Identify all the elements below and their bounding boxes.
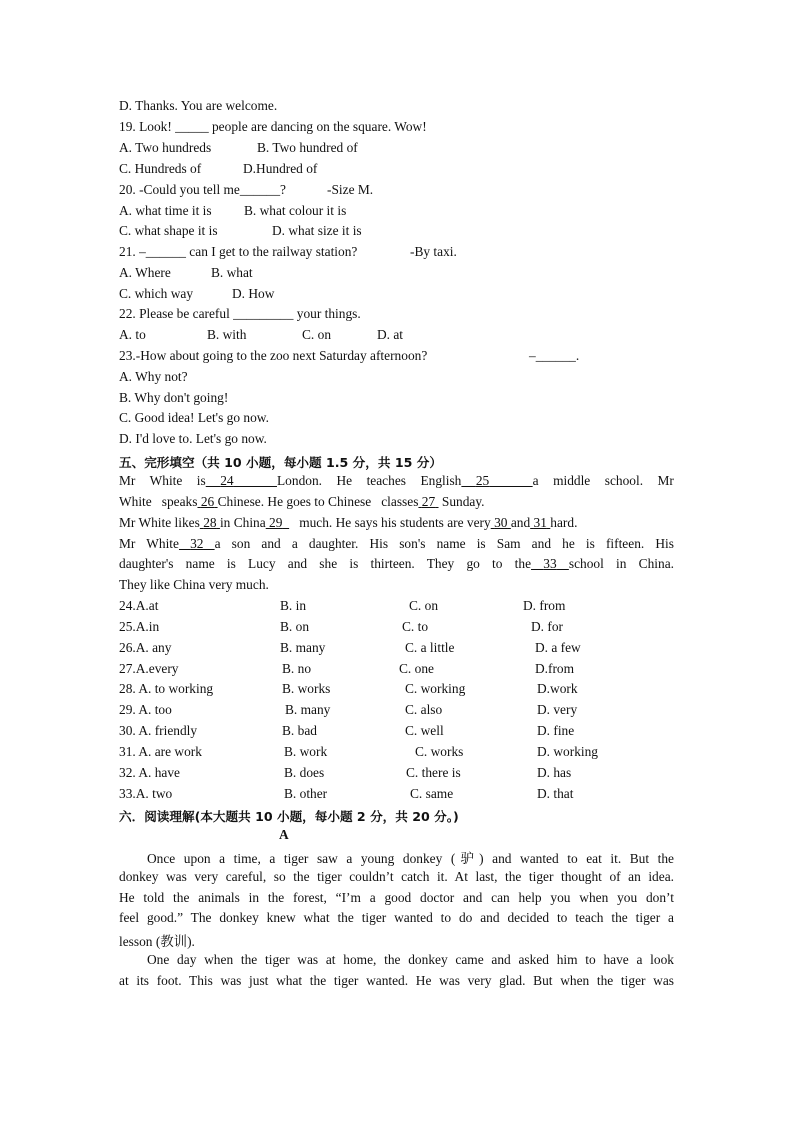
q33-option-c: C. same bbox=[410, 786, 454, 801]
q28-option-c: C. working bbox=[405, 681, 466, 696]
q19-stem: 19. Look! _____ people are dancing on the square. Wow! bbox=[119, 119, 427, 134]
q29-option-b: B. many bbox=[285, 702, 331, 717]
q30-option-c: C. well bbox=[405, 723, 444, 738]
q21-option-a: A. Where bbox=[119, 265, 171, 280]
q29-option-c: C. also bbox=[405, 702, 443, 717]
q19-option-d: D.Hundred of bbox=[243, 161, 318, 176]
blank-26: 26 bbox=[200, 494, 215, 509]
q20-option-b: B. what colour it is bbox=[244, 203, 347, 218]
passage-line-4: feel good.” The donkey knew what the tiger wanted to do and decided to teach the tiger a bbox=[119, 910, 674, 925]
passage-line-1: Once upon a time, a tiger saw a young donkey (驴) and wanted to eat it. But the bbox=[147, 851, 674, 866]
q30-option-a: 30. A. friendly bbox=[119, 723, 198, 738]
q22-option-a: A. to bbox=[119, 327, 146, 342]
q22-stem: 22. Please be careful _________ your things. bbox=[119, 306, 361, 321]
q24-option-b: B. in bbox=[280, 598, 307, 613]
q21-option-d: D. How bbox=[232, 286, 275, 301]
passage-a-label: A bbox=[279, 827, 289, 842]
blank-24: 24 bbox=[220, 473, 234, 488]
q23-option-b: B. Why don't going! bbox=[119, 390, 229, 405]
q27-option-d: D.from bbox=[535, 661, 575, 676]
q19-option-b: B. Two hundred of bbox=[257, 140, 358, 155]
q25-option-d: D. for bbox=[531, 619, 563, 634]
section-6-heading: 六．阅读理解(本大题共 10 小题，每小题 2 分，共 20 分。) bbox=[119, 809, 459, 824]
q21-option-b: B. what bbox=[211, 265, 253, 280]
q32-option-b: B. does bbox=[284, 765, 325, 780]
q24-option-c: C. on bbox=[409, 598, 439, 613]
q30-option-d: D. fine bbox=[537, 723, 575, 738]
q23-option-c: C. Good idea! Let's go now. bbox=[119, 410, 269, 425]
passage-line-5: lesson (教训). bbox=[119, 934, 195, 949]
passage-line-3: He told the animals in the forest, “I’m a good doctor and can help you when you don’t bbox=[119, 890, 674, 905]
q24-option-a: 24.A.at bbox=[119, 598, 159, 613]
blank-27: 27 bbox=[421, 494, 436, 509]
passage-line-7: at its foot. This was just what the tiger wanted. He was very glad. But when the tiger was bbox=[119, 973, 674, 988]
blank-28: 28 bbox=[203, 515, 217, 530]
q33-option-b: B. other bbox=[284, 786, 328, 801]
q23-option-d: D. I'd love to. Let's go now. bbox=[119, 431, 267, 446]
q28-option-b: B. works bbox=[282, 681, 331, 696]
q20-reply: -Size M. bbox=[327, 182, 374, 197]
q23-option-a: A. Why not? bbox=[119, 369, 188, 384]
section-5-heading: 五、完形填空（共 10 小题，每小题 1.5 分，共 15 分） bbox=[119, 455, 442, 470]
q20-option-a: A. what time it is bbox=[119, 203, 212, 218]
blank-25: 25 bbox=[475, 473, 490, 488]
cloze-line-3: Mr White likes 28 in China 29 much. He says his students are very 30 and 31 hard. bbox=[119, 515, 578, 530]
q22-option-c: C. on bbox=[302, 327, 332, 342]
cloze-line-2: White speaks 26 Chinese. He goes to Chinese classes 27 Sunday. bbox=[119, 494, 485, 509]
cloze-line-1: Mr White is 24 London. He teaches English 25 a middle school. Mr bbox=[119, 473, 674, 488]
q33-option-a: 33.A. two bbox=[119, 786, 173, 801]
q30-option-b: B. bad bbox=[282, 723, 317, 738]
blank-32: 32 bbox=[190, 536, 204, 551]
q27-option-a: 27.A.every bbox=[119, 661, 179, 676]
q25-option-b: B. on bbox=[280, 619, 310, 634]
q28-option-a: 28. A. to working bbox=[119, 681, 214, 696]
q26-option-b: B. many bbox=[280, 640, 326, 655]
q29-option-d: D. very bbox=[537, 702, 578, 717]
q20-option-d: D. what size it is bbox=[272, 223, 362, 238]
q21-reply: -By taxi. bbox=[410, 244, 457, 259]
q18-option-d: D. Thanks. You are welcome. bbox=[119, 98, 278, 113]
q23-reply: –______. bbox=[529, 348, 580, 363]
q22-option-d: D. at bbox=[377, 327, 404, 342]
q31-option-c: C. works bbox=[415, 744, 464, 759]
q28-option-d: D.work bbox=[537, 681, 578, 696]
cloze-line-4: Mr White 32 a son and a daughter. His son's name is Sam and he is fifteen. His bbox=[119, 536, 674, 551]
passage-line-2: donkey was very careful, so the tiger couldn’t catch it. At last, the tiger thought of an idea. bbox=[119, 869, 674, 884]
q20-stem: 20. -Could you tell me______? bbox=[119, 182, 286, 197]
q27-option-c: C. one bbox=[399, 661, 434, 676]
q20-option-c: C. what shape it is bbox=[119, 223, 218, 238]
q32-option-a: 32. A. have bbox=[119, 765, 180, 780]
q25-option-c: C. to bbox=[402, 619, 429, 634]
q19-option-a: A. Two hundreds bbox=[119, 140, 212, 155]
q27-option-b: B. no bbox=[282, 661, 312, 676]
q21-option-c: C. which way bbox=[119, 286, 194, 301]
q31-option-d: D. working bbox=[537, 744, 598, 759]
q33-option-d: D. that bbox=[537, 786, 574, 801]
q25-option-a: 25.A.in bbox=[119, 619, 160, 634]
cloze-line-5: daughter's name is Lucy and she is thirteen. They go to the 33 school in China. bbox=[119, 556, 674, 571]
q26-option-a: 26.A. any bbox=[119, 640, 172, 655]
q32-option-d: D. has bbox=[537, 765, 572, 780]
q26-option-d: D. a few bbox=[535, 640, 581, 655]
q23-stem: 23.-How about going to the zoo next Saturday afternoon? bbox=[119, 348, 428, 363]
q22-option-b: B. with bbox=[207, 327, 247, 342]
blank-29: 29 bbox=[269, 515, 283, 530]
cloze-line-6: They like China very much. bbox=[119, 577, 269, 592]
q21-stem: 21. –______ can I get to the railway station? bbox=[119, 244, 358, 259]
q31-option-b: B. work bbox=[284, 744, 328, 759]
q26-option-c: C. a little bbox=[405, 640, 455, 655]
q24-option-d: D. from bbox=[523, 598, 566, 613]
q19-option-c: C. Hundreds of bbox=[119, 161, 202, 176]
q32-option-c: C. there is bbox=[406, 765, 461, 780]
q31-option-a: 31. A. are work bbox=[119, 744, 202, 759]
blank-30: 30 bbox=[494, 515, 508, 530]
passage-line-6: One day when the tiger was at home, the donkey came and asked him to have a look bbox=[147, 952, 674, 967]
q29-option-a: 29. A. too bbox=[119, 702, 172, 717]
blank-31: 31 bbox=[533, 515, 547, 530]
blank-33: 33 bbox=[543, 556, 557, 571]
